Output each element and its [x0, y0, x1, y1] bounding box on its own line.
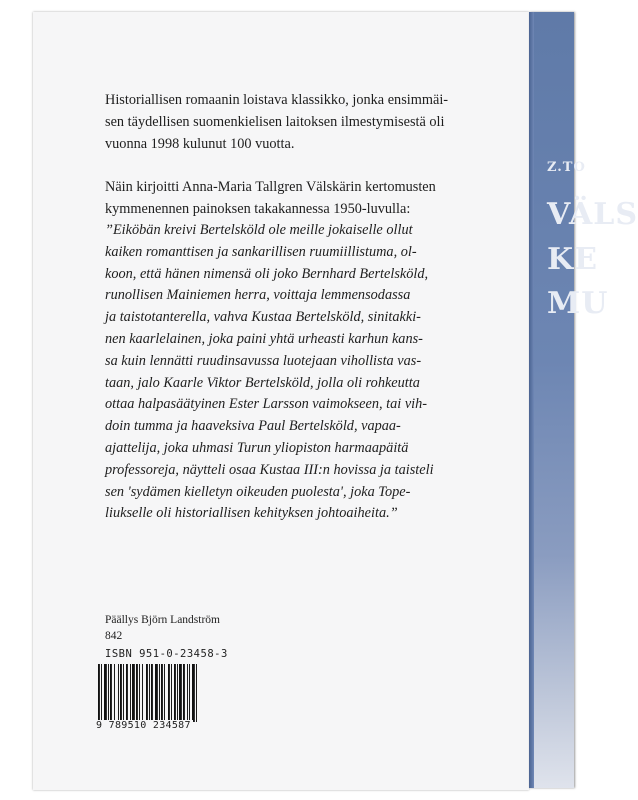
spine-edge [529, 12, 534, 788]
barcode-bar [196, 664, 197, 722]
barcode-bar [187, 664, 188, 722]
quote-line: ”Eiköbän kreivi Bertelsköld ole meille jokaiselle ollut [105, 222, 413, 238]
lead-line: Näin kirjoitti Anna-Maria Tallgren Välskärin kertomusten [105, 179, 436, 195]
barcode-bar [126, 664, 128, 722]
barcode-bar [104, 664, 107, 722]
barcode-bar [149, 664, 150, 722]
quote-line: doin tumma ja haaveksiva Paul Bertelsköld, vapaa- [105, 418, 401, 435]
barcode-bar [123, 664, 124, 722]
barcode-bar [136, 664, 138, 722]
barcode-bar [155, 664, 158, 722]
barcode-bar [177, 664, 178, 722]
barcode-bar [146, 664, 148, 722]
lead-line: kymmenennen painoksen takakannessa 1950-luvulla: [105, 200, 411, 217]
barcode-bar [171, 664, 172, 722]
barcode-bar [110, 664, 112, 722]
catalog-code: 842 [105, 630, 123, 642]
spine-title-line-2: KE [547, 242, 598, 277]
barcode-bar [142, 664, 143, 722]
barcode-digits: 9 789510 234587 [96, 720, 191, 731]
quote-line: taan, jalo Kaarle Viktor Bertelsköld, jolla oli rohkeutta [105, 374, 420, 391]
barcode-bar [179, 664, 182, 722]
quote-line: ja taistotanterella, vahva Kustaa Bertelsköld, sinitakki- [105, 309, 421, 326]
barcode [96, 664, 220, 724]
intro-line: Historiallisen romaanin loistava klassikko, jonka ensimmäi- [105, 92, 449, 108]
barcode-bar [164, 664, 165, 722]
intro-line: sen täydellisen suomenkielisen laitoksen ilmestymisestä oli [105, 113, 445, 130]
quote-line: kaiken romanttisen ja sankarillisen ruumiillistuma, ol- [105, 243, 417, 260]
quote-paragraph [105, 220, 505, 525]
spine-author: Z.TO [547, 160, 586, 175]
barcode-bar [174, 664, 176, 722]
isbn-label: ISBN 951-0-23458-3 [105, 648, 228, 660]
barcode-bar [192, 664, 195, 722]
barcode-bar [189, 664, 190, 722]
quote-line: koon, että hänen nimensä oli joko Bernhard Bertelsköld, [105, 265, 429, 282]
quote-line: runollisen Mainiemen herra, voittaja lemmensodassa [105, 287, 411, 304]
intro-line: vuonna 1998 kulunut 100 vuotta. [105, 135, 295, 152]
barcode-bar [168, 664, 170, 722]
quote-line: ajattelija, joka uhmasi Turun yliopiston harmaapäitä [105, 439, 409, 456]
barcode-bar [132, 664, 135, 722]
barcode-bar [108, 664, 109, 722]
barcode-bar [118, 664, 119, 722]
spine-title-line-1: VÄLS [547, 197, 638, 232]
quote-line: sen 'sydämen kielletyn oikeuden puolesta', joka Tope- [105, 483, 411, 500]
quote-line: liukselle oli historiallisen kehityksen johtoaiheita.” [105, 505, 398, 522]
barcode-bar [130, 664, 131, 722]
book-spine [529, 12, 638, 788]
barcode-bar [183, 664, 185, 722]
barcode-bar [98, 664, 100, 722]
quote-line: nen kaarlelainen, joka paini yhtä urheasti karhun kans- [105, 330, 423, 347]
cover-designer-credit: Päällys Björn Landström [105, 614, 220, 626]
lead-paragraph [105, 177, 505, 221]
quote-line: sa kuin lennätti ruudinsavussa luotejaan vihollista vas- [105, 352, 422, 369]
intro-paragraph [105, 90, 505, 155]
quote-line: ottaa halpasäätyinen Ester Larsson vaimokseen, tai vih- [105, 396, 428, 413]
barcode-bar [161, 664, 163, 722]
barcode-bar [159, 664, 160, 722]
barcode-bar [139, 664, 140, 722]
barcode-bar [114, 664, 115, 722]
spine-title-line-3: MU [547, 286, 609, 321]
quote-line: professoreja, näytteli osaa Kustaa III:n hovissa ja taisteli [105, 461, 434, 478]
barcode-bar [120, 664, 122, 722]
barcode-bar [101, 664, 102, 722]
barcode-bar [151, 664, 153, 722]
